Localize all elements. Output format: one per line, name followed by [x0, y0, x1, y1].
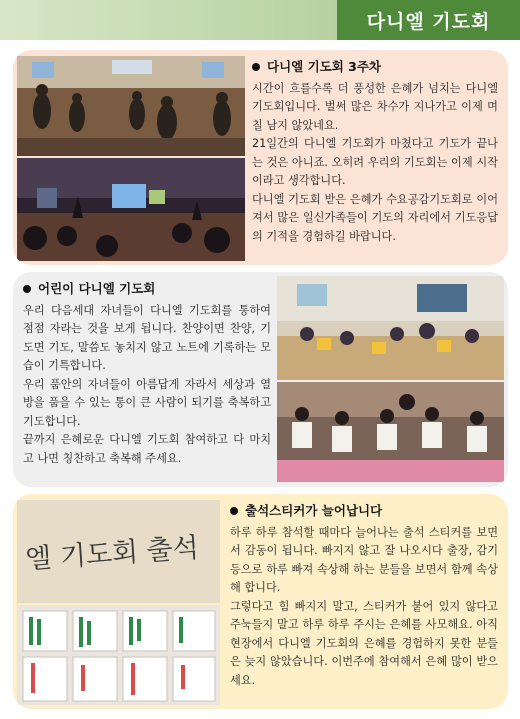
- section-heading-text: 출석스티커가 늘어납니다: [245, 503, 383, 518]
- section-children: [13, 272, 508, 487]
- section-heading: [252, 58, 498, 77]
- children-group-photo: [277, 382, 504, 482]
- paragraph: 시간이 흐를수록 더 풍성한 은혜가 넘치는 다니엘 기도회입니다. 벌써 많은 차수가 지나가고 이제 며칠 남지 않았네요.: [252, 81, 498, 132]
- section-heading: [230, 502, 498, 521]
- section-week3: [13, 50, 508, 265]
- section-text: [252, 58, 498, 246]
- paragraph: 그렇다고 힘 빠지지 말고, 스티커가 붙어 있지 않다고 주눅들지 말고 하루 하루 주시는 은혜를 사모해요. 아직 현장에서 다니엘 기도회의 은혜를 경험하지 못한 분들은 늦지 않았습니다. 이번주에 참여해서 은혜 많이 받으세요.: [230, 599, 498, 687]
- paragraph: 다니엘 기도회 받은 은혜가 수요공감기도회로 이어져서 많은 일신가족들이 기도의 자리에서 기도응답의 기적을 경험하길 바랍니다.: [252, 192, 498, 243]
- bullet-icon: [23, 285, 31, 293]
- section-heading-text: 어린이 다니엘 기도회: [38, 281, 156, 296]
- paragraph: 하루 하루 참석할 때마다 늘어나는 출석 스티커를 보면서 감동이 됩니다. 빠지지 않고 잘 나오시다 출장, 감기 등으로 하루 빠져 속상해 하는 분들을 보면서 함께 속상해 합니다.: [230, 525, 498, 594]
- evening-prayer-photo: [17, 158, 245, 261]
- section-text: [23, 280, 271, 468]
- sticker-board-photo: [17, 605, 220, 705]
- paragraph: 우리 다음세대 자녀들이 다니엘 기도회를 통하여 점점 자라는 것을 보게 됩니다. 찬양이면 찬양, 기도면 기도, 말씀도 놓치지 않고 노트에 기록하는 모습이 기특합니다.: [23, 303, 271, 372]
- paragraph: 21일간의 다니엘 기도회가 마쳤다고 기도가 끝나는 것은 아니죠. 오히려 우리의 기도회는 이제 시작이라고 생각합니다.: [252, 137, 498, 187]
- bullet-icon: [252, 63, 260, 71]
- paragraph: 우리 품안의 자녀들이 아름답게 자라서 세상과 열방을 품을 수 있는 통이 큰 사람이 되기를 축복하고 기도합니다.: [23, 377, 271, 428]
- sign-text: 엘 기도회 출석: [24, 532, 200, 576]
- section-text: [230, 502, 498, 690]
- bullet-icon: [230, 507, 238, 515]
- attendance-sign-photo: [17, 500, 220, 603]
- section-heading-text: 다니엘 기도회 3주차: [267, 59, 382, 74]
- children-classroom-photo: [277, 276, 504, 380]
- section-attendance: [13, 494, 508, 709]
- page-title: 다니엘 기도회: [337, 0, 520, 40]
- sanctuary-worship-photo: [17, 56, 245, 156]
- section-heading: [23, 280, 271, 299]
- paragraph: 끝까지 은혜로운 다니엘 기도회 참여하고 다 마치고 나면 칭찬하고 축복해 주세요.: [23, 433, 271, 465]
